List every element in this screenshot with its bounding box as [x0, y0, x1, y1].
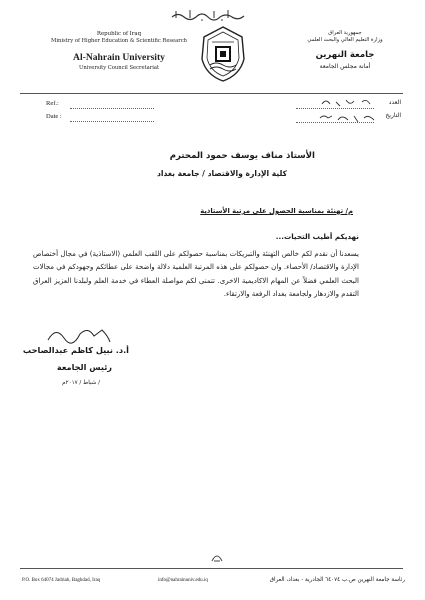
footer-divider: [20, 568, 403, 569]
university-name-ar: جامعة النهرين: [315, 50, 375, 60]
date-label-en: Date :: [46, 113, 62, 120]
date-label-ar: التاريخ: [385, 112, 401, 119]
header-divider: [20, 93, 403, 94]
ref-label-en: Ref.:: [46, 100, 59, 107]
letter-greeting: نهديكم أطيب التحيات...: [275, 232, 359, 241]
university-logo: [198, 25, 248, 83]
signature-date: / شباط / ٢٠١٧م: [62, 380, 100, 386]
handwritten-ref-date: [318, 96, 378, 130]
footer-address-en: P.O. Box 64074 Jadriah, Baghdad, Iraq: [22, 578, 101, 583]
ministry-label-ar: وزارة التعليم العالي والبحث العلمي: [307, 37, 383, 43]
recipient-name: الأستاذ مناف يوسف حمود المحترم: [169, 151, 315, 161]
basmala-calligraphy: [168, 8, 248, 22]
office-label-en: University Council Secretariat: [78, 65, 160, 71]
signatory-title: رئيس الجامعة: [56, 362, 112, 372]
university-name-en: Al-Nahrain University: [73, 52, 165, 63]
footer-email: info@nahrainuniv.edu.iq: [158, 578, 208, 583]
letter-subject: م/ تهنئة بمناسبة الحصول على مرتبة الأستاذية: [200, 207, 353, 215]
date-line-en: [70, 114, 154, 122]
footer-address-ar: رئاسة جامعة النهرين ص.ب ٦٤٠٧٤ الجادرية - بغداد، العراق: [269, 577, 405, 583]
recipient-college: كلية الإدارة والاقتصاد / جامعة بغداد: [156, 169, 287, 178]
ref-label-ar: العدد: [388, 99, 401, 106]
signatory-name: أ.د. نبيل كاظم عبدالصاحب: [22, 345, 129, 355]
header-arabic: [285, 30, 405, 71]
ref-line-en: [70, 101, 154, 109]
header-english: [44, 31, 194, 72]
ministry-label-en: Ministry of Higher Education & Scientific Research: [51, 38, 187, 44]
footer-emblem: [210, 551, 224, 563]
country-label-en: Republic of Iraq: [96, 31, 142, 37]
office-label-ar: أمانة مجلس الجامعة: [319, 63, 371, 70]
country-label-ar: جمهورية العراق: [328, 30, 362, 36]
letter-body: يسعدنا أن نقدم لكم خالص التهنئة والتبريكات بمناسبة حصولكم على اللقب العلمي (الاستاذية) في مجال أختصاص الإدارة والاقتصاد/ الأحصاء. وان حصولكم على هذه المرتبة العلمية دلالة واضحة على عطائكم وجهودكم في مجالات البحث العلمي فضلاً عن المهام الاكاديمية الاخرى. تتمنى لكم مواصلة العطاء في خدمة العلم ولبلدنا العزيز العراق التقدم والازدهار ولجامعة بغداد الرفعة والارتقاء.: [33, 250, 359, 298]
